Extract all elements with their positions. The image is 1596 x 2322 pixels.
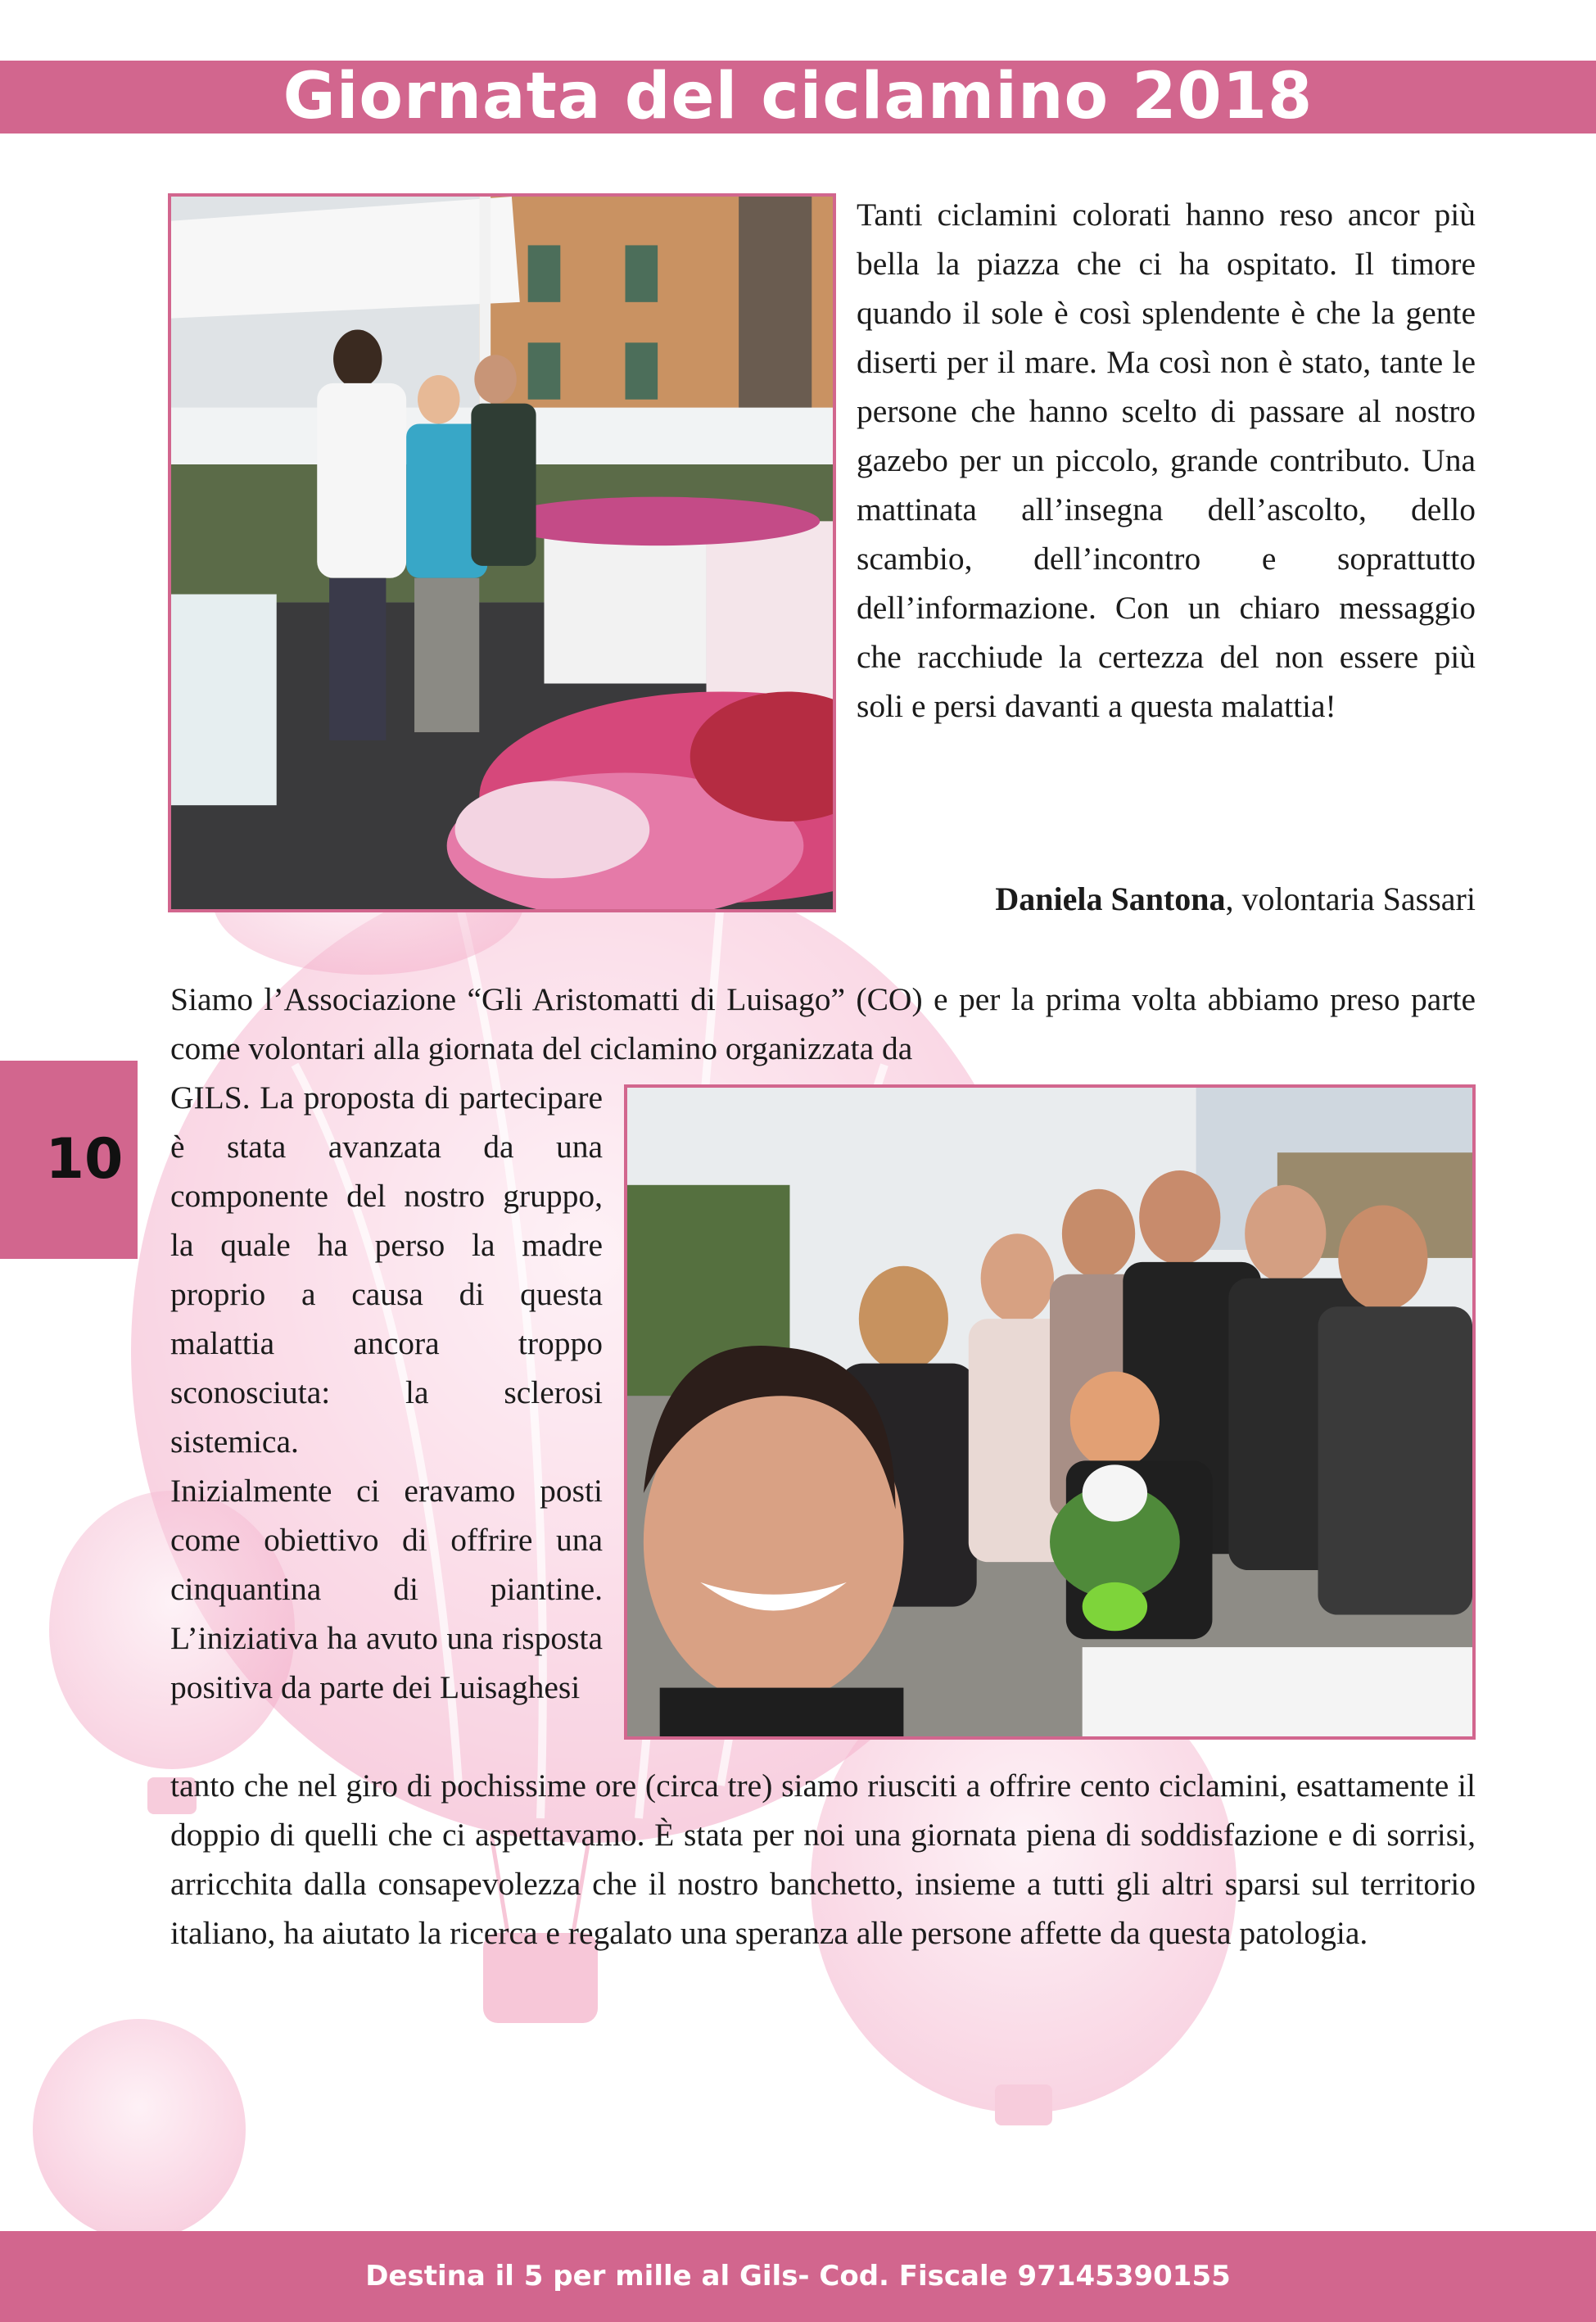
author-name: Daniela Santona — [995, 880, 1226, 917]
article2-column-part2: Inizialmente ci eravamo posti come obiettivo di offrire una cinquantina di piantine. L’iniziativa ha avuto una risposta positiva da parte dei Luisaghesi — [170, 1473, 603, 1705]
page-number-container — [0, 1061, 170, 1259]
page-number: 10 — [45, 1127, 124, 1192]
page-title: Giornata del ciclamino 2018 — [283, 60, 1313, 134]
balloon-bottom-left-icon — [33, 2019, 246, 2240]
article2-intro: Siamo l’Associazione “Gli Aristomatti di Luisago” (CO) e per la prima volta abbiamo preso parte come volontari alla giornata del ciclamino organizzata da — [170, 981, 1476, 1066]
author-role: , volontaria Sassari — [1225, 880, 1476, 917]
article1-paragraph: Tanti ciclamini colorati hanno reso ancor più bella la piazza che ci ha ospitato. Il timore quando il sole è così splendente è che la gente diserti per il mare. Ma così non è stato, tante le persone che hanno scelto di passare al nostro gazebo per un piccolo, grande contributo. Una mattinata all’insegna dell’ascolto, dello scambio, dell’incontro e soprattutto dell’informazione. Con un chiaro messaggio che racchiude la certezza del non essere più soli e persi davanti a questa malattia! — [857, 197, 1476, 724]
article2-column — [170, 1073, 603, 1712]
article2-closing: tanto che nel giro di pochissime ore (circa tre) siamo riusciti a offrire cento ciclamini, esattamente il doppio di quelli che ci aspettavamo. È stata per noi una giornata piena di soddisfazione e di sorrisi, arricchita dalla consapevolezza che il nostro banchetto, insieme a tutti gli altri sparsi sul territorio italiano, ha aiutato la ricerca e regalato una speranza alle persone affette da questa patologia. — [170, 1768, 1476, 1951]
article2-column-part1: GILS. La proposta di partecipare è stata avanzata da una componente del nostro gruppo, la quale ha perso la madre proprio a causa di questa malattia ancora troppo sconosciuta: la sclerosi sistemica. — [170, 1080, 603, 1460]
article1-signature — [857, 875, 1476, 924]
footer-text: Destina il 5 per mille al Gils- Cod. Fiscale 97145390155 — [365, 2260, 1231, 2293]
photo-gazebo-volunteers — [168, 193, 836, 912]
photo-group-selfie — [624, 1084, 1476, 1740]
